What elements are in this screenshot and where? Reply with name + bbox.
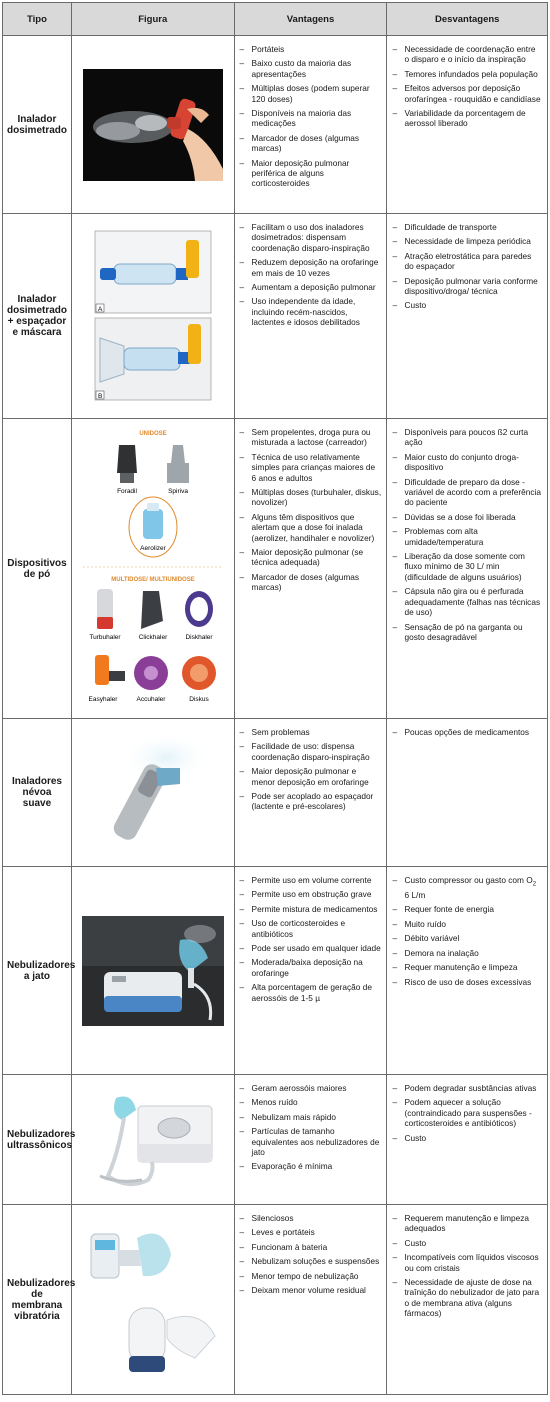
list-item: – Reduzem deposição na orofaringe em mais de 10 vezes [240,257,382,278]
advantages-list [240,727,382,812]
list-item: – Disponíveis na maioria das medicações [240,108,382,129]
list-item: – Partículas de tamanho equivalentes aos nebulizadores de jato [240,1126,382,1157]
disadvantages-list [392,727,542,737]
table-row [3,1075,548,1205]
spacer-inhaler-images [94,230,212,402]
disadvantages-cell [387,1075,548,1205]
list-item: – Risco de uso de doses excessivas [392,977,542,987]
advantages-list [240,427,382,593]
list-item: – Pode ser usado em qualquer idade [240,943,382,953]
table-row [3,1205,548,1395]
list-item: – Maior custo do conjunto droga-dispositivo [392,452,542,473]
header-vantagens: Vantagens [234,3,387,36]
list-item-oxygen-cost [392,875,542,900]
device-label-diskus: Diskus [188,695,209,703]
list-item: – Aumentam a deposição pulmonar [240,282,382,292]
row-type-label: Nebulizadores a jato [3,867,72,1075]
row-type-label: Inalador dosimetrado [3,36,72,214]
disadvantages-cell [387,214,548,419]
figure-cell [71,867,234,1075]
figure-cell [71,419,234,719]
list-item: – Facilidade de uso: dispensa coordenação disparo-inspiração [240,741,382,762]
device-label-aerolizer: Aerolizer [139,544,166,552]
device-label-diskhaler: Diskhaler [185,633,213,641]
table-row [3,36,548,214]
advantages-cell [234,1205,387,1395]
list-item: – Nebulizam soluções e suspensões [240,1256,382,1266]
device-label-spiriva: Spiriva [167,487,188,495]
list-item: – Atração eletrostática para paredes do espaçador [392,251,542,272]
device-label-easyhaler: Easyhaler [88,695,118,703]
row-type-label: Nebulizadores de membrana vibratória [3,1205,72,1395]
list-item: – Silenciosos [240,1213,382,1223]
unidose-label: UNIDOSE [139,430,167,437]
advantages-list [240,44,382,189]
oxygen-cost-text: Custo compressor ou gasto com O [404,875,533,885]
list-item: – Maior deposição pulmonar e menor deposição em orofaringe [240,766,382,787]
list-item: – Permite uso em obstrução grave [240,889,382,899]
list-item: – Custo [392,1238,542,1248]
list-item: – Requer fonte de energia [392,904,542,914]
jet-nebulizer-image [82,916,224,1026]
oxygen-flow-text: 6 L/m [404,890,426,901]
disadvantages-list [392,44,542,129]
list-item: – Problemas com alta umidade/temperatura [392,526,542,547]
figure-label-b: B [97,393,103,400]
row-type-label: Dispositivos de pó [3,419,72,719]
list-item: – Alguns têm dispositivos que alertam que a dose foi inalada (aerolizer, handihaler e novolizer) [240,512,382,543]
list-item: – Necessidade de limpeza periódica [392,236,542,246]
list-item: – Maior deposição pulmonar (se técnica adequada) [240,547,382,568]
table-header-row [3,3,548,36]
figure-cell [71,1075,234,1205]
vibrating-mesh-nebulizer-image [83,1210,223,1390]
list-item: – Uso de corticosteroides e antibióticos [240,918,382,939]
list-item: – Múltiplas doses (podem superar 120 doses) [240,83,382,104]
list-item: – Débito variável [392,933,542,943]
inhaler-comparison-table [2,2,548,1395]
figure-label-a: A [97,306,103,313]
advantages-list [240,222,382,328]
list-item: – Custo [392,300,542,310]
list-item: – Podem aquecer a solução (contraindicado para suspensões - corticosteroides e antibióticos) [392,1097,542,1128]
table-row [3,214,548,419]
list-item: – Facilitam o uso dos inaladores dosimetrados: dispensam coordenação disparo-inspiração [240,222,382,253]
list-item: – Necessidade de coordenação entre o disparo e o início da inspiração [392,44,542,65]
list-item: – Múltiplas doses (turbuhaler, diskus, novolizer) [240,487,382,508]
list-item: – Incompatíveis com líquidos viscosos ou com cristais [392,1252,542,1273]
list-item: – Marcador de doses (algumas marcas) [240,133,382,154]
disadvantages-list [392,875,542,987]
list-item: – Menos ruído [240,1097,382,1107]
advantages-cell [234,1075,387,1205]
list-item: – Evaporação é mínima [240,1161,382,1171]
list-item: – Baixo custo da maioria das apresentações [240,58,382,79]
advantages-list [240,1213,382,1295]
list-item: – Marcador de doses (algumas marcas) [240,572,382,593]
list-item: – Moderada/baixa deposição na orofaringe [240,957,382,978]
list-item: – Muito ruído [392,919,542,929]
disadvantages-cell [387,867,548,1075]
table-row [3,719,548,867]
disadvantages-list [392,1213,542,1319]
list-item: – Dificuldade de transporte [392,222,542,232]
list-item: – Dificuldade de preparo da dose - variável de acordo com a preferência do paciente [392,477,542,508]
list-item: – Menor tempo de nebulização [240,1271,382,1281]
oxygen-subscript: 2 [532,881,537,888]
metered-dose-inhaler-image [83,69,223,181]
figure-cell [71,719,234,867]
header-tipo: Tipo [3,3,72,36]
soft-mist-inhaler-image [88,728,218,858]
row-type-label: Inaladores névoa suave [3,719,72,867]
list-item: – Nebulizam mais rápido [240,1112,382,1122]
list-item: – Permite uso em volume corrente [240,875,382,885]
disadvantages-cell [387,419,548,719]
list-item: – Sensação de pó na garganta ou gosto desagradável [392,622,542,643]
table-row [3,867,548,1075]
advantages-cell [234,719,387,867]
disadvantages-list [392,222,542,311]
device-label-foradil: Foradil [116,487,137,495]
list-item: – Geram aerossóis maiores [240,1083,382,1093]
header-figura: Figura [71,3,234,36]
ultrasonic-nebulizer-image [88,1084,218,1196]
device-label-clickhaler: Clickhaler [138,633,168,641]
advantages-cell [234,867,387,1075]
list-item: – Requer manutenção e limpeza [392,962,542,972]
disadvantages-cell [387,1205,548,1395]
disadvantages-list [392,427,542,642]
list-item: – Pode ser acoplado ao espaçador (lactente e pré-escolares) [240,791,382,812]
list-item: – Leves e portáteis [240,1227,382,1237]
list-item: – Permite mistura de medicamentos [240,904,382,914]
list-item: – Dúvidas se a dose foi liberada [392,512,542,522]
figure-cell [71,36,234,214]
disadvantages-cell [387,36,548,214]
list-item: – Necessidade de ajuste de dose na traînição do nebulizador de jato para o de membrana ativa (alguns fármacos) [392,1277,542,1319]
list-item: – Uso independente da idade, incluindo recém-nascidos, lactentes e idosos debilitados [240,296,382,327]
advantages-cell [234,214,387,419]
table-row [3,419,548,719]
figure-cell [71,1205,234,1395]
disadvantages-list [392,1083,542,1143]
device-label-accuhaler: Accuhaler [136,695,166,703]
list-item: – Sem propelentes, droga pura ou misturada a lactose (carreador) [240,427,382,448]
header-desvantagens: Desvantagens [387,3,548,36]
list-item: – Cápsula não gira ou é perfurada adequadamente (falhas nas técnicas de uso) [392,586,542,617]
list-item: – Variabilidade da porcentagem de aerossol liberado [392,108,542,129]
figure-cell [71,214,234,419]
list-item: – Temores infundados pela população [392,69,542,79]
row-type-label: Nebulizadores ultrassônicos [3,1075,72,1205]
list-item: – Custo [392,1133,542,1143]
list-item: – Podem degradar susbtâncias ativas [392,1083,542,1093]
list-item: – Liberação da dose somente com fluxo mínimo de 30 L/ min (dificuldade de alguns usuários) [392,551,542,582]
list-item: – Deixam menor volume residual [240,1285,382,1295]
list-item: – Funcionam à bateria [240,1242,382,1252]
dry-powder-devices-image [79,423,227,715]
list-item: – Portáteis [240,44,382,54]
list-item: – Deposição pulmonar varia conforme dispositivo/droga/ técnica [392,276,542,297]
disadvantages-cell [387,719,548,867]
advantages-cell [234,419,387,719]
device-label-turbuhaler: Turbuhaler [89,633,121,641]
advantages-list [240,875,382,1003]
list-item: – Técnica de uso relativamente simples para crianças maiores de 6 anos e adultos [240,452,382,483]
advantages-cell [234,36,387,214]
multidose-label: MULTIDOSE/ MULTIUNIDOSE [111,576,195,583]
list-item: – Disponíveis para poucos ß2 curta ação [392,427,542,448]
list-item: – Sem problemas [240,727,382,737]
list-item: – Alta porcentagem de geração de aerossóis de 1-5 µ [240,982,382,1003]
list-item: – Requerem manutenção e limpeza adequados [392,1213,542,1234]
list-item: – Efeitos adversos por deposição orofaríngea - rouquidão e candidíase [392,83,542,104]
advantages-list [240,1083,382,1172]
row-type-label: Inalador dosimetrado + espaçador e máscara [3,214,72,419]
list-item: – Poucas opções de medicamentos [392,727,542,737]
list-item: – Demora na inalação [392,948,542,958]
list-item: – Maior deposição pulmonar periférica de alguns corticosteroides [240,158,382,189]
